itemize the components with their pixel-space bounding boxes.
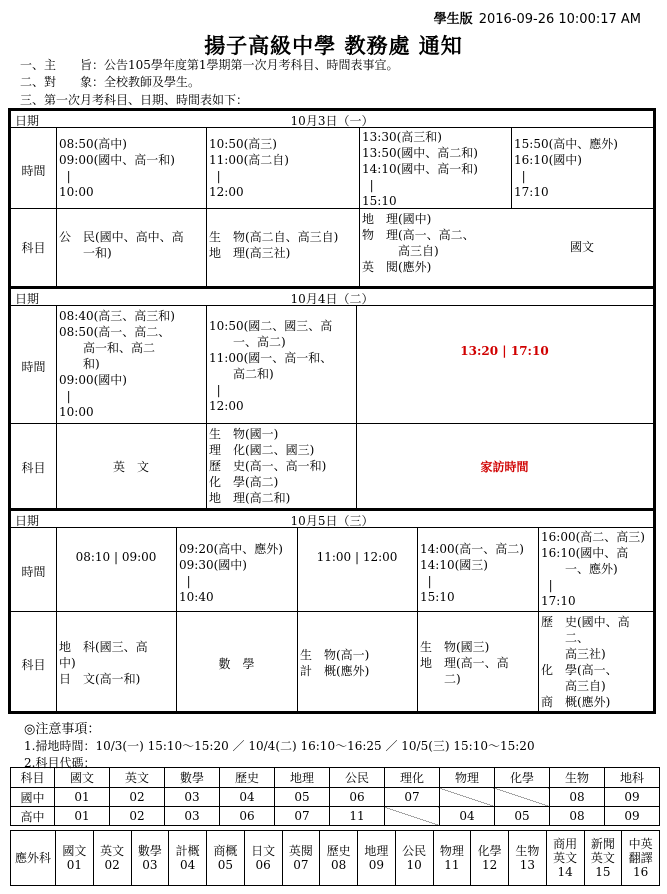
foreign-code-cell: 日文 06: [244, 831, 282, 886]
day1-subject-3: 地 理(國中) 物 理(高一、高二、 高三自) 英 閱(應外): [362, 212, 475, 274]
notes-cleaning-time: 1.掃地時間：10/3(一) 15:10～15:20 ／ 10/4(二) 16:10～16:25 ／ 10/5(三) 15:10～15:20: [24, 739, 535, 753]
time-label: 時間: [21, 164, 46, 178]
day2-time-3: 13:20 | 17:10: [460, 344, 549, 358]
intro-subject: 一、主 旨：公告105學年度第1學期第一次月考科目、時間表事宜。: [20, 58, 399, 72]
page-title: 揚子高級中學 教務處 通知: [204, 33, 463, 58]
code-cell: 01: [55, 807, 110, 826]
code-cell: 08: [550, 807, 605, 826]
day3-subject-2: 數 學: [218, 657, 255, 671]
foreign-code-cell: 地理 09: [358, 831, 396, 886]
day2-date-bar: [11, 289, 653, 306]
code-cell: 理化: [385, 768, 440, 788]
foreign-code-cell: 英文 02: [93, 831, 131, 886]
day3-time-5: 16:00(高二、高三) 16:10(國中、高 一、應外) | 17:10: [541, 530, 645, 608]
day3-subject-1: 地 科(國三、高 中) 日 文(高一和): [59, 640, 148, 686]
version-label: 學生版: [433, 12, 473, 27]
notes-subject-codes: 2.科目代碼：: [24, 756, 96, 770]
day1-date-bar: [11, 111, 653, 128]
code-cell: 英文: [110, 768, 165, 788]
code-cell: 11: [330, 807, 385, 826]
day1-time-4: 15:50(高中、應外) 16:10(國中) | 17:10: [514, 137, 618, 199]
day1-subject-2: 生 物(高二自、高三自) 地 理(高三社): [209, 230, 339, 260]
code-cell: 05: [275, 788, 330, 807]
exam-schedule-table: [8, 108, 656, 714]
day3-time-2: 09:20(高中、應外) 09:30(國中) | 10:40: [179, 542, 283, 604]
foreign-code-cell: 數學 03: [131, 831, 169, 886]
code-cell: 01: [55, 788, 110, 807]
intro-schedule: 三、第一次月考科目、日期、時間表如下：: [20, 93, 249, 107]
date-label: 日期: [15, 514, 40, 528]
code-cell: 03: [165, 788, 220, 807]
foreign-code-cell: 商用 英文 14: [546, 831, 584, 886]
code-cell: 地科: [605, 768, 660, 788]
code-cell: 科目: [11, 768, 55, 788]
code-cell: 09: [605, 807, 660, 826]
day3-time-3: 11:00 | 12:00: [316, 550, 398, 564]
day3-time-1: 08:10 | 09:00: [75, 550, 157, 564]
code-senior-row: [11, 807, 660, 826]
code-cell-empty: [385, 807, 440, 826]
foreign-code-table: [10, 830, 660, 886]
code-cell: 02: [110, 807, 165, 826]
subject-label: 科目: [21, 241, 46, 255]
code-cell: 03: [165, 807, 220, 826]
day3-date: 10月5日（三）: [290, 514, 374, 528]
day2-subject-2: 生 物(國一) 理 化(國二、國三) 歷 史(高一、高一和) 化 學(高二) 地 理(高二和): [209, 427, 327, 505]
day3-subject-3: 生 物(高一) 計 概(應外): [300, 648, 370, 678]
day3-subject-5: 歷 史(國中、高 二、 高三社) 化 學(高一、 高三自) 商 概(應外): [541, 615, 630, 709]
code-cell: 生物: [550, 768, 605, 788]
code-cell: 02: [110, 788, 165, 807]
code-cell: 化學: [495, 768, 550, 788]
time-label: 時間: [21, 360, 46, 374]
date-label: 日期: [15, 292, 40, 306]
foreign-code-cell: 英閱 07: [282, 831, 320, 886]
foreign-code-cell: 歷史 08: [320, 831, 358, 886]
foreign-code-cell: 公民 10: [395, 831, 433, 886]
foreign-label: 應外科: [11, 831, 56, 886]
code-cell: 國文: [55, 768, 110, 788]
day2-subject-1: 英 文: [112, 460, 149, 474]
subject-label: 科目: [21, 658, 46, 672]
code-cell-empty: [495, 788, 550, 807]
code-cell: 地理: [275, 768, 330, 788]
day1-subject-4: 國文: [569, 240, 594, 254]
timestamp: 2016-09-26 10:00:17 AM: [478, 12, 641, 27]
code-cell: 06: [330, 788, 385, 807]
day1-subject-1: 公 民(國中、高中、高 一和): [59, 230, 184, 260]
foreign-code-cell: 新聞 英文 15: [584, 831, 622, 886]
day1-time-1: 08:50(高中) 09:00(國中、高一和) | 10:00: [59, 137, 175, 199]
code-cell: 04: [220, 788, 275, 807]
day3-date-bar: [11, 511, 653, 528]
code-cell-empty: [440, 788, 495, 807]
code-cell: 物理: [440, 768, 495, 788]
day3-subject-4: 生 物(國三) 地 理(高一、高 二): [420, 640, 509, 686]
day1-time-3: 13:30(高三和) 13:50(國中、高二和) 14:10(國中、高一和) | 15:10: [362, 130, 478, 208]
code-cell: 08: [550, 788, 605, 807]
code-cell: 05: [495, 807, 550, 826]
day2-date: 10月4日（二）: [290, 292, 374, 306]
foreign-code-row: [11, 831, 660, 886]
code-cell: 數學: [165, 768, 220, 788]
code-cell: 公民: [330, 768, 385, 788]
code-cell: 09: [605, 788, 660, 807]
day2-time-1: 08:40(高三、高三和) 08:50(高一、高二、 高一和、高二 和) 09:00(國中) | 10:00: [59, 309, 175, 419]
code-head-row: [11, 768, 660, 788]
foreign-code-cell: 生物 13: [509, 831, 547, 886]
subject-label: 科目: [21, 461, 46, 475]
version-timestamp: [434, 8, 641, 27]
foreign-code-cell: 計概 04: [169, 831, 207, 886]
foreign-code-cell: 物理 11: [433, 831, 471, 886]
foreign-code-cell: 中英 翻譯 16: [622, 831, 660, 886]
notes-heading: ◎注意事項：: [24, 722, 101, 737]
code-cell: 07: [275, 807, 330, 826]
day2-subject-3: 家訪時間: [480, 460, 529, 474]
day3-time-4: 14:00(高一、高二) 14:10(國三) | 15:10: [420, 542, 524, 604]
intro-audience: 二、對 象：全校教師及學生。: [20, 75, 201, 89]
foreign-code-cell: 商概 05: [207, 831, 245, 886]
date-label: 日期: [15, 114, 40, 128]
foreign-code-cell: 國文 01: [56, 831, 94, 886]
day1-date: 10月3日（一）: [290, 114, 374, 128]
code-junior-row: [11, 788, 660, 807]
code-cell: 高中: [11, 807, 55, 826]
code-cell: 06: [220, 807, 275, 826]
day1-time-2: 10:50(高三) 11:00(高二自) | 12:00: [209, 137, 289, 199]
day2-time-2: 10:50(國二、國三、高 一、高二) 11:00(國一、高一和、 高二和) | 12:00: [209, 319, 333, 413]
code-cell: 07: [385, 788, 440, 807]
subject-code-table: [10, 767, 660, 826]
foreign-code-cell: 化學 12: [471, 831, 509, 886]
code-cell: 國中: [11, 788, 55, 807]
time-label: 時間: [21, 565, 46, 579]
code-cell: 歷史: [220, 768, 275, 788]
code-cell: 04: [440, 807, 495, 826]
